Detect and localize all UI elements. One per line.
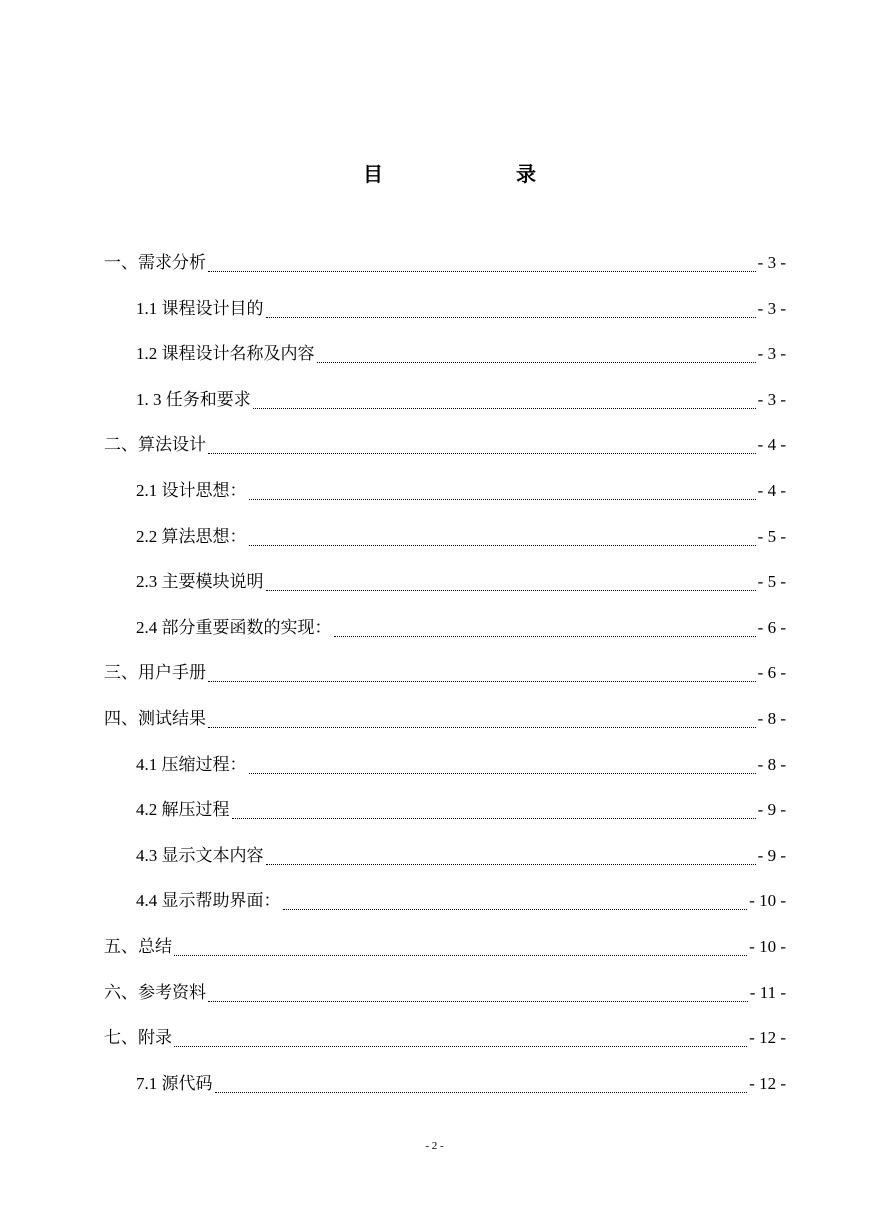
toc-dot-leader (208, 979, 748, 1002)
toc-entry[interactable] (104, 842, 786, 888)
toc-entry-label: 七、附录 (104, 1028, 172, 1048)
toc-entry-page-number: - 12 - (749, 1028, 786, 1048)
toc-title (0, 158, 869, 188)
toc-entry-label: 六、参考资料 (104, 982, 206, 1002)
toc-entry-label: 1. 3 任务和要求 (136, 389, 251, 409)
toc-dot-leader (249, 477, 756, 500)
toc-entry-label: 4.3 显示文本内容 (136, 845, 264, 865)
toc-entry[interactable] (104, 249, 786, 295)
toc-dot-leader (208, 659, 756, 682)
toc-dot-leader (249, 751, 756, 774)
toc-dot-leader (334, 614, 756, 637)
toc-entry-page-number: - 10 - (749, 891, 786, 911)
toc-entry[interactable] (104, 705, 786, 751)
toc-entry[interactable] (104, 796, 786, 842)
toc-dot-leader (249, 523, 756, 546)
toc-entry-page-number: - 10 - (749, 936, 786, 956)
toc-entry[interactable] (104, 659, 786, 705)
toc-entry[interactable] (104, 523, 786, 569)
toc-entry-label: 2.3 主要模块说明 (136, 572, 264, 592)
toc-entry-page-number: - 3 - (757, 344, 786, 364)
toc-entry[interactable] (104, 933, 786, 979)
toc-entry-label: 1.1 课程设计目的 (136, 298, 264, 318)
toc-entry-label: 4.1 压缩过程： (136, 754, 247, 774)
toc-entry[interactable] (104, 887, 786, 933)
toc-entry-label: 四、测试结果 (104, 708, 206, 728)
toc-entry-label: 4.4 显示帮助界面： (136, 891, 281, 911)
toc-entry-label: 三、用户手册 (104, 663, 206, 683)
toc-entry[interactable] (104, 751, 786, 797)
toc-dot-leader (215, 1070, 748, 1093)
toc-entry-page-number: - 9 - (757, 845, 786, 865)
toc-entry-label: 2.2 算法思想： (136, 526, 247, 546)
toc-entry-label: 1.2 课程设计名称及内容 (136, 344, 315, 364)
toc-entry-label: 2.1 设计思想： (136, 480, 247, 500)
toc-entry-page-number: - 9 - (757, 800, 786, 820)
toc-entry-page-number: - 3 - (757, 253, 786, 272)
toc-entry-page-number: - 11 - (749, 982, 786, 1002)
toc-dot-leader (266, 568, 756, 591)
page-footer-number: - 2 - (425, 1140, 444, 1152)
toc-entry[interactable] (104, 295, 786, 341)
toc-entry-page-number: - 12 - (749, 1073, 786, 1093)
toc-dot-leader (174, 1024, 747, 1047)
toc-entry[interactable] (104, 1024, 786, 1070)
toc-entry-page-number: - 3 - (757, 298, 786, 318)
toc-entry[interactable] (104, 477, 786, 523)
toc-title-right: 录 (516, 162, 536, 186)
toc-dot-leader (208, 705, 756, 728)
toc-dot-leader (253, 386, 756, 409)
toc-dot-leader (266, 295, 756, 318)
toc-entry[interactable] (104, 568, 786, 614)
toc-entry-label: 二、算法设计 (104, 435, 206, 455)
toc-dot-leader (266, 842, 756, 865)
toc-entry[interactable] (104, 386, 786, 432)
toc-entry-page-number: - 4 - (757, 480, 786, 500)
toc-dot-leader (208, 249, 756, 272)
toc-entry-label: 2.4 部分重要函数的实现： (136, 617, 332, 637)
toc-dot-leader (283, 887, 748, 910)
toc-entry-page-number: - 6 - (757, 617, 786, 637)
toc-entry[interactable] (104, 979, 786, 1025)
toc-dot-leader (174, 933, 747, 956)
toc-dot-leader (232, 796, 756, 819)
toc-entry-label: 五、总结 (104, 936, 172, 956)
toc-entry-page-number: - 3 - (757, 389, 786, 409)
toc-entry-label: 7.1 源代码 (136, 1073, 213, 1093)
table-of-contents (104, 249, 786, 1115)
toc-entry-page-number: - 8 - (757, 708, 786, 728)
toc-entry[interactable] (104, 614, 786, 660)
toc-entry-page-number: - 4 - (757, 435, 786, 455)
toc-entry[interactable] (104, 431, 786, 477)
toc-entry-page-number: - 6 - (757, 663, 786, 683)
toc-entry-page-number: - 5 - (757, 526, 786, 546)
toc-entry[interactable] (104, 340, 786, 386)
toc-entry-page-number: - 5 - (757, 572, 786, 592)
toc-title-left: 目 (363, 162, 383, 186)
toc-dot-leader (317, 340, 756, 363)
toc-entry-label: 一、需求分析 (104, 253, 206, 272)
toc-entry[interactable] (104, 1070, 786, 1116)
toc-entry-page-number: - 8 - (757, 754, 786, 774)
toc-entry-label: 4.2 解压过程 (136, 800, 230, 820)
toc-dot-leader (208, 431, 756, 454)
